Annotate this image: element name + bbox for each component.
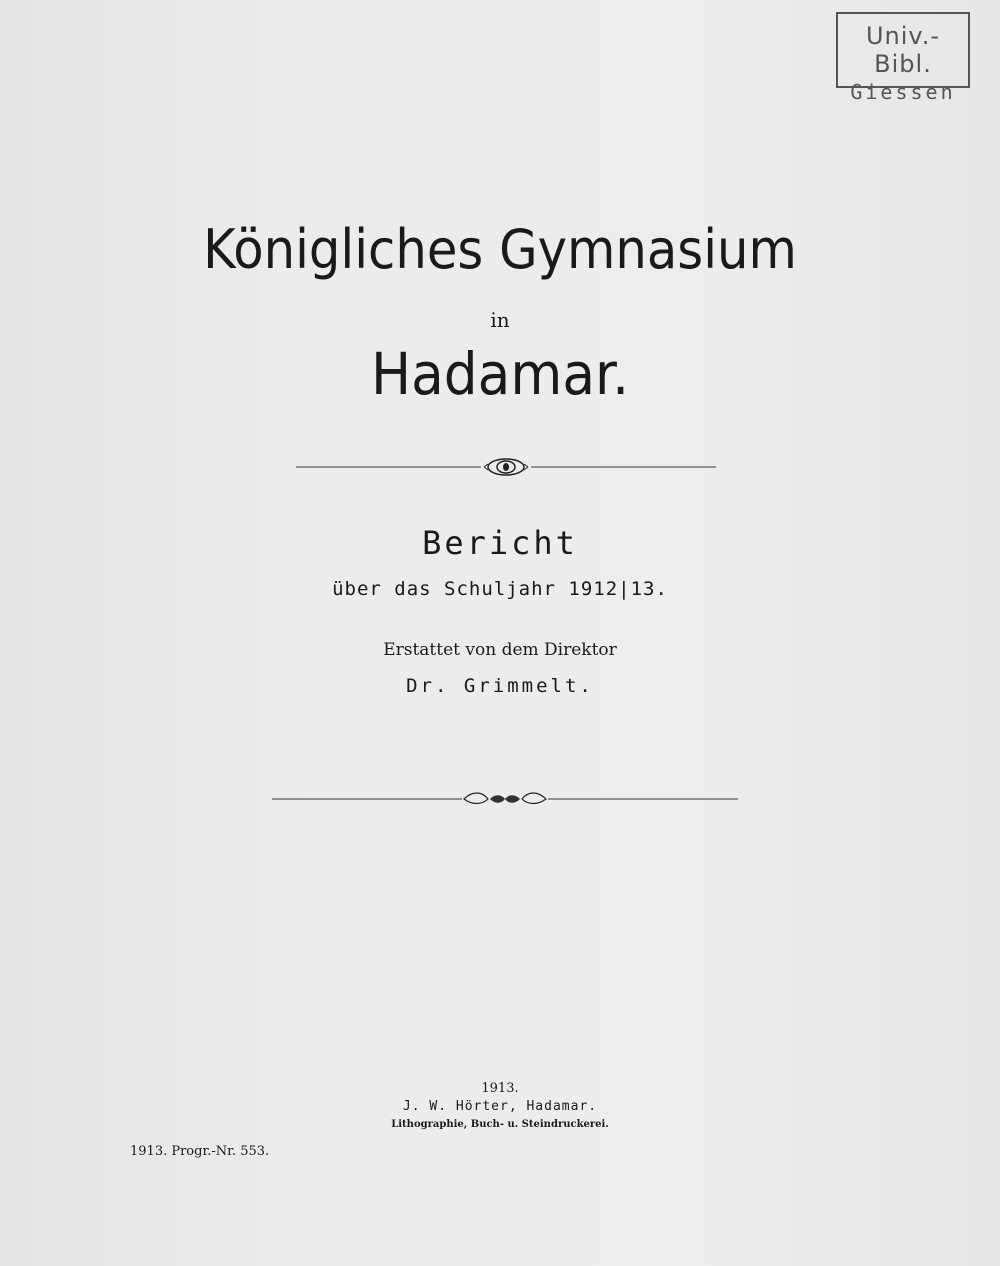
submitted-by: Erstattet von dem Direktor [383, 640, 617, 660]
school-title: Königliches Gymnasium [203, 218, 797, 281]
ornament-divider-top [296, 452, 716, 482]
imprint-trade: Lithographie, Buch- u. Steindruckerei. [391, 1119, 609, 1130]
title-connector: in [490, 308, 510, 332]
program-number: 1913. Progr.-Nr. 553. [130, 1144, 270, 1159]
library-stamp [836, 12, 970, 104]
report-heading: Bericht [422, 524, 578, 562]
imprint-year: 1913. [481, 1081, 519, 1096]
stamp-line-2: Giessen [850, 80, 956, 104]
town-name: Hadamar. [370, 340, 630, 408]
stamp-line-1: Univ.-Bibl. [865, 22, 941, 78]
report-subheading: über das Schuljahr 1912|13. [332, 578, 668, 600]
ornament-divider-bottom [272, 786, 738, 812]
imprint-publisher: J. W. Hörter, Hadamar. [402, 1099, 598, 1114]
author-name: Dr. Grimmelt. [406, 675, 594, 697]
